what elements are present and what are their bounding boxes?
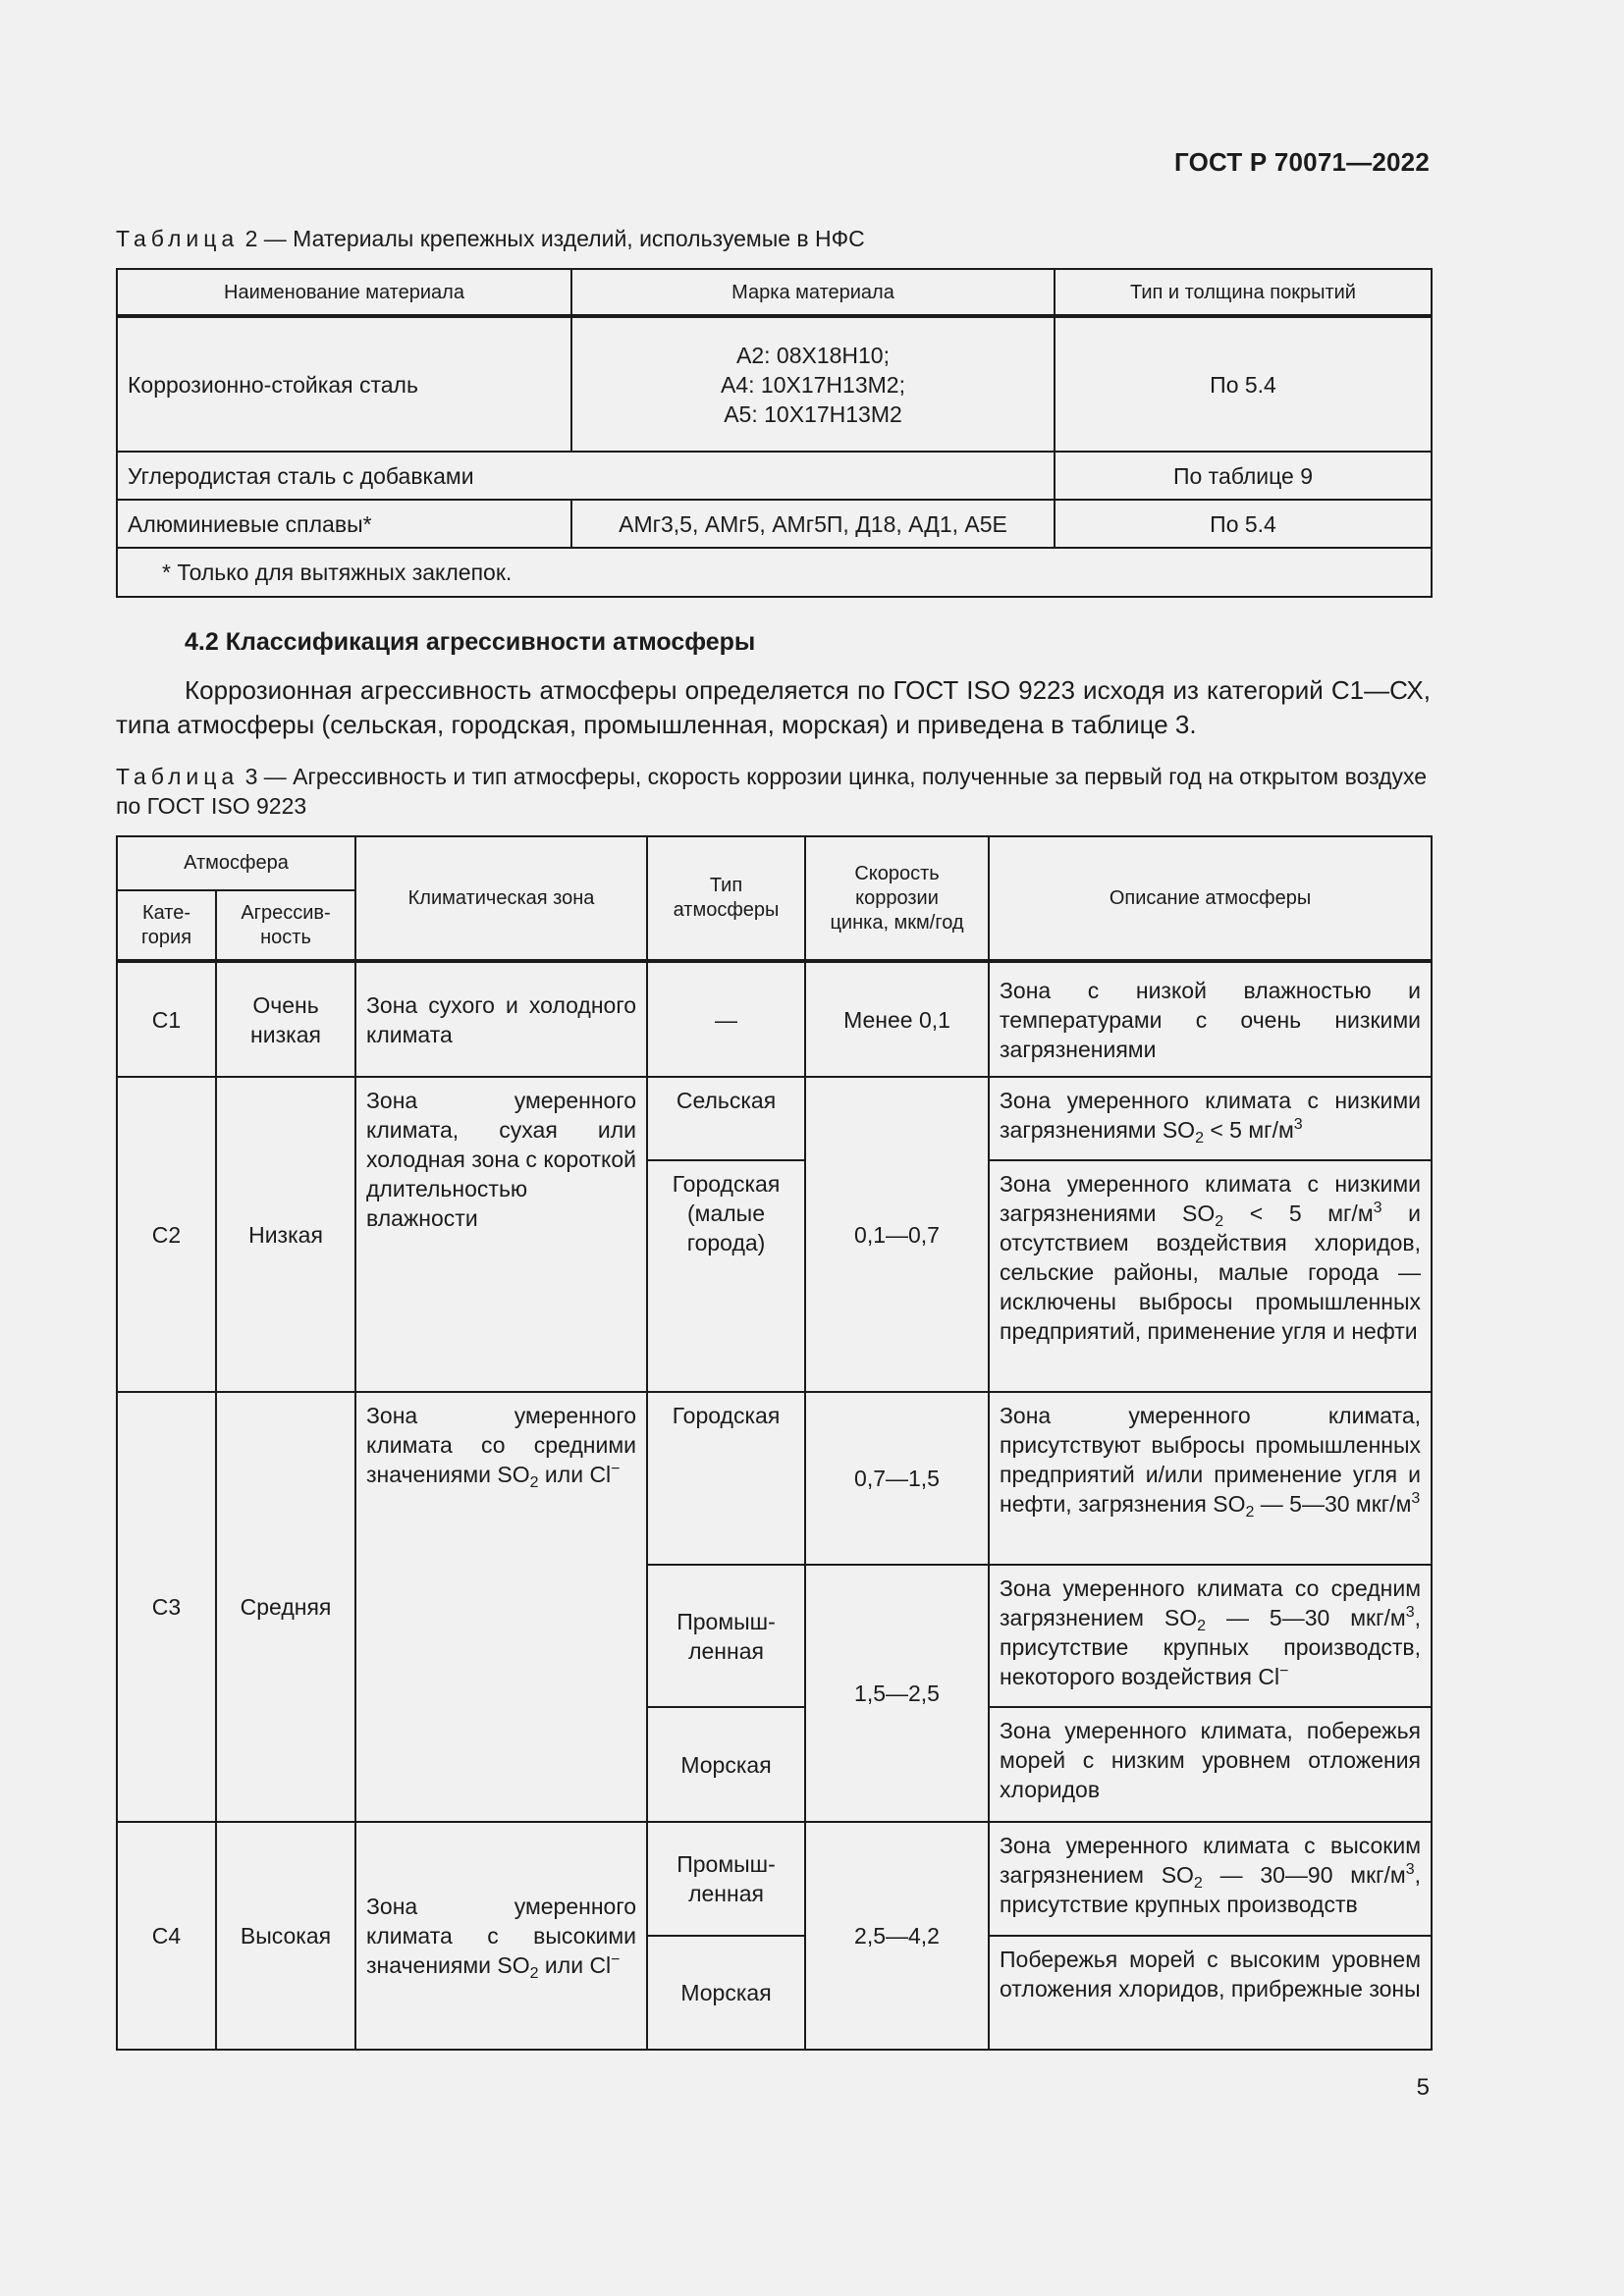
atmosphere-description: Зона умеренного климата, присутствуют выбросы промышленных предприятий и/или применение угля и нефти, загрязнения $SO_2$ — 5—30 мкг/$м^3$ [989, 1392, 1432, 1565]
atmosphere-description: Зона умеренного климата, побережья морей с низким уровнем отложения хлоридов [989, 1707, 1432, 1822]
coating: По 5.4 [1055, 500, 1432, 548]
body-paragraph: Коррозионная агрессивность атмосферы определяется по ГОСТ ISO 9223 исходя из категорий С1—СХ, типа атмосферы (сельская, городская, промышленная, морская) и приведена в таблице 3. [116, 675, 1431, 739]
corrosion-rate: 2,5—4,2 [805, 1822, 989, 2050]
atmosphere-description: Зона умеренного климата с низкими загрязнениями $SO_2 < 5$ $мг/м^3$ [989, 1077, 1432, 1160]
atmosphere-description: Зона умеренного климата с высоким загрязнением $SO_2$ — 30—90 мкг/$м^3$, присутствие крупных производств [989, 1822, 1432, 1936]
table-footnote-row [117, 548, 1432, 597]
header-atmosphere: Атмосфера [117, 836, 355, 890]
header-material-name: Наименование материала [117, 269, 571, 316]
materials-table [116, 268, 1433, 598]
atmosphere-description: Зона с низкой влажностью и температурами с очень низкими загрязнениями [989, 961, 1432, 1077]
header-aggressiveness: Агрессив- ность [216, 890, 355, 961]
table-row [117, 316, 1432, 452]
section-heading: 4.2 Классификация агрессивности атмосферы [185, 628, 756, 656]
table-row [117, 1077, 1432, 1160]
corrosion-rate: Менее 0,1 [805, 961, 989, 1077]
category: С1 [117, 961, 216, 1077]
atmosphere-type: Городская [647, 1392, 805, 1565]
category: С2 [117, 1077, 216, 1392]
corrosion-rate: 1,5—2,5 [805, 1565, 989, 1822]
atmosphere-type: Промыш- ленная [647, 1822, 805, 1936]
coating: По таблице 9 [1055, 452, 1432, 500]
material-name: Алюминиевые сплавы* [117, 500, 571, 548]
coating: По 5.4 [1055, 316, 1432, 452]
aggressiveness: Средняя [216, 1392, 355, 1822]
atmosphere-type: Промыш- ленная [647, 1565, 805, 1707]
climate-zone: Зона сухого и холодного климата [355, 961, 647, 1077]
header-category: Кате- гория [117, 890, 216, 961]
category: С3 [117, 1392, 216, 1822]
aggressiveness: Высокая [216, 1822, 355, 2050]
climate-zone: Зона умеренного климата, сухая или холодная зона с короткой длительностью влажности [355, 1077, 647, 1392]
atmosphere-description: Зона умеренного климата со средним загрязнением $SO_2$ — 5—30 мкг/$м^3$, присутствие крупных производств, некоторого воздействия Cl− [989, 1565, 1432, 1707]
material-grade: АМг3,5, АМг5, АМг5П, Д18, АД1, А5Е [571, 500, 1055, 548]
header-corrosion-rate: Скорость коррозии цинка, мкм/год [805, 836, 989, 961]
corrosion-rate: 0,7—1,5 [805, 1392, 989, 1565]
table-row [117, 1822, 1432, 1936]
aggressiveness: Очень низкая [216, 961, 355, 1077]
atmosphere-table [116, 835, 1433, 2051]
header-material-grade: Марка материала [571, 269, 1055, 316]
corrosion-rate: 0,1—0,7 [805, 1077, 989, 1392]
table-row [117, 452, 1432, 500]
category: С4 [117, 1822, 216, 2050]
climate-zone: Зона умеренного климата со средними значениями $SO_2$ или Cl− [355, 1392, 647, 1822]
table-row [117, 500, 1432, 548]
climate-zone: Зона умеренного климата с высокими значениями $SO_2$ или Cl− [355, 1822, 647, 2050]
header-atmosphere-type: Тип атмосферы [647, 836, 805, 961]
header-coating: Тип и толщина покрытий [1055, 269, 1432, 316]
header-climate-zone: Климатическая зона [355, 836, 647, 961]
table-row [117, 961, 1432, 1077]
table3-caption: Таблица 3 — Агрессивность и тип атмосферы, скорость коррозии цинка, полученные за первый год на открытом воздухе по ГОСТ ISO 9223 [116, 764, 1428, 819]
material-grade: А2: 08Х18Н10; А4: 10Х17Н13М2; А5: 10Х17Н13М2 [571, 316, 1055, 452]
table-row [117, 1392, 1432, 1565]
atmosphere-description: Побережья морей с высоким уровнем отложения хлоридов, прибрежные зоны [989, 1936, 1432, 2050]
atmosphere-type: Морская [647, 1936, 805, 2050]
table-header-row [117, 836, 1432, 890]
atmosphere-type: Городская (малые города) [647, 1160, 805, 1392]
atmosphere-type: Сельская [647, 1077, 805, 1160]
atmosphere-type: Морская [647, 1707, 805, 1822]
document-id: ГОСТ Р 70071—2022 [1174, 147, 1430, 177]
page-number: 5 [1416, 2074, 1430, 2101]
table-header-row [117, 269, 1432, 316]
table2-caption: Таблица 2 — Материалы крепежных изделий, используемые в НФС [116, 226, 865, 251]
atmosphere-type: — [647, 961, 805, 1077]
material-name: Коррозионно-стойкая сталь [117, 316, 571, 452]
header-description: Описание атмосферы [989, 836, 1432, 961]
atmosphere-description: Зона умеренного климата с низкими загрязнениями $SO_2 < 5$ $мг/м^3$ и отсутствием воздействия хлоридов, сельские районы, малые города — исключены выбросы промышленных предприятий, применение угля и нефти [989, 1160, 1432, 1392]
table-footnote: * Только для вытяжных заклепок. [117, 548, 1432, 597]
aggressiveness: Низкая [216, 1077, 355, 1392]
material-name: Углеродистая сталь с добавками [117, 452, 1055, 500]
